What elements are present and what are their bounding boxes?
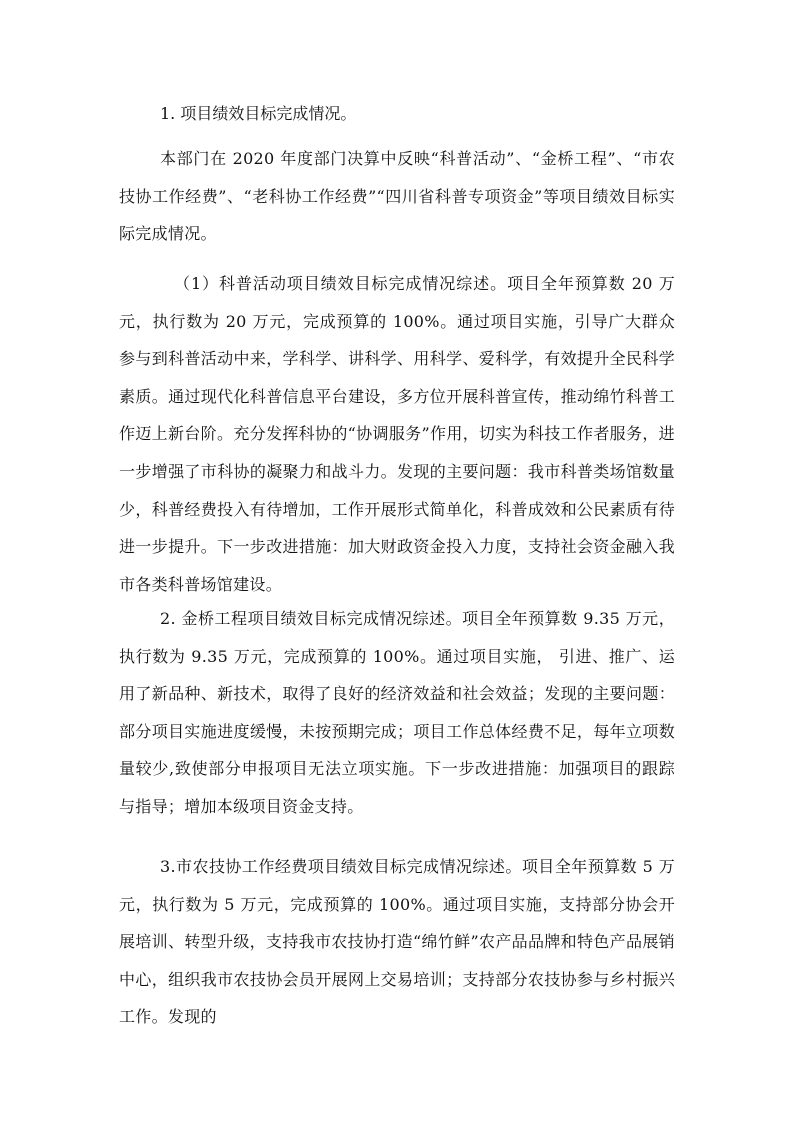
paragraph-science-activity: （1）科普活动项目绩效目标完成情况综述。项目全年预算数 20 万元，执行数为 20 万元，完成预算的 100%。通过项目实施，引导广大群众参与到科普活动中来，学科学、讲科学、用科学、爱科学，有效提升全民科学素质。通过现代化科普信息平台建设，多方位开展科普宣传，推动绵竹科普工作迈上新台阶。充分发挥科协的“协调服务”作用，切实为科技工作者服务，进一步增强了市科协的凝聚力和战斗力。发现的主要问题：我市科普类场馆数量少，科普经费投入有待增加，工作开展形式简单化，科普成效和公民素质有待进一步提升。下一步改进措施：加大财政资金投入力度，支持社会资金融入我市各类科普场馆建设。 bbox=[119, 274, 675, 594]
section-heading: 1. 项目绩效目标完成情况。 bbox=[160, 104, 357, 123]
paragraph-agri-tech-association: 3.市农技协工作经费项目绩效目标完成情况综述。项目全年预算数 5 万元，执行数为 5 万元，完成预算的 100%。通过项目实施，支持部分协会开展培训、转型升级，支持我市农技协打造“绵竹鲜”农产品品牌和特色产品展销中心，组织我市农技协会员开展网上交易培训；支持部分农技协参与乡村振兴工作。发现的 bbox=[119, 857, 675, 1027]
paragraph-intro: 本部门在 2020 年度部门决算中反映“科普活动”、“金桥工程”、“市农技协工作经费”、“老科协工作经费”“四川省科普专项资金”等项目绩效目标实际完成情况。 bbox=[119, 149, 675, 244]
paragraph-golden-bridge: 2. 金桥工程项目绩效目标完成情况综述。项目全年预算数 9.35 万元，执行数为 9.35 万元，完成预算的 100%。通过项目实施， 引进、推广、运用了新品种、新技术，取得了良好的经济效益和社会效益；发现的主要问题：部分项目实施进度缓慢，未按预期完成；项目工作总体经费不足，每年立项数量较少,致使部分申报项目无法立项实施。下一步改进措施：加强项目的跟踪与指导；增加本级项目资金支持。 bbox=[119, 609, 675, 816]
